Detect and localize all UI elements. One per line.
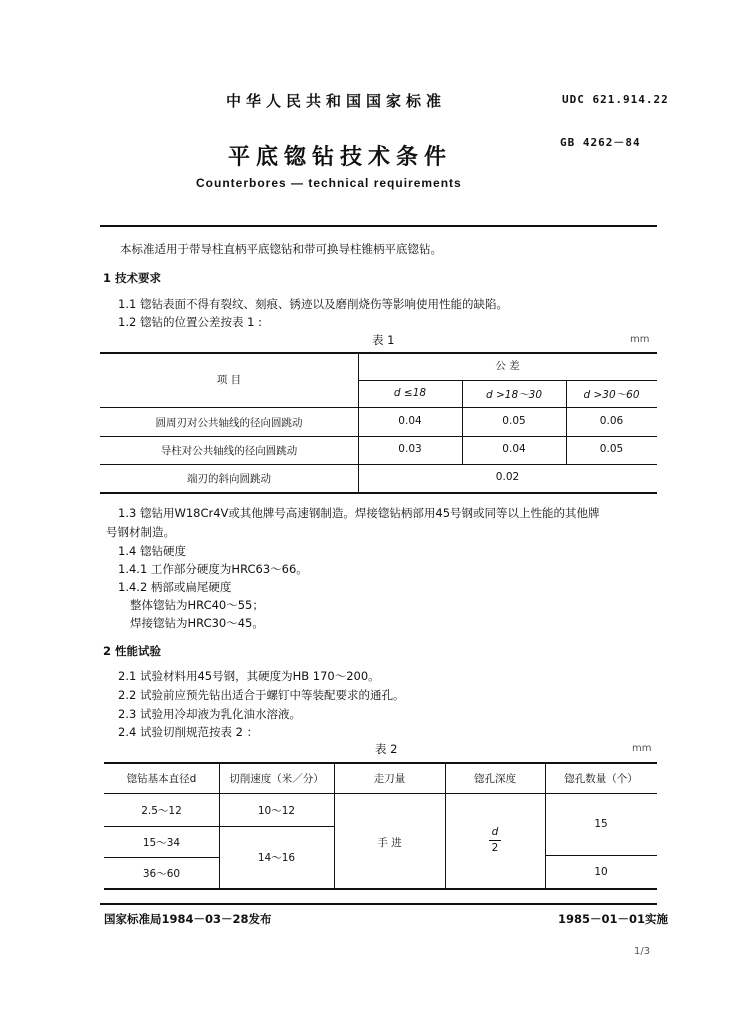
table1-cell: 0.04 bbox=[502, 443, 526, 455]
table2-header: 走刀量 bbox=[373, 773, 406, 785]
table2-count: 10 bbox=[594, 866, 608, 878]
table1-cell: 0.06 bbox=[599, 415, 624, 427]
table2-count: 15 bbox=[594, 818, 608, 830]
header-rule bbox=[100, 225, 657, 227]
clause-1-4: 1.4 锪钻硬度 bbox=[118, 544, 186, 558]
table2-feed: 手 进 bbox=[377, 837, 402, 849]
document-title: 平底锪钻技术条件 bbox=[228, 145, 453, 170]
table2-diameter: 15～34 bbox=[142, 837, 181, 849]
table2-header: 锪钻基本直径d bbox=[126, 773, 197, 785]
scope-paragraph: 本标准适用于带导柱直柄平底锪钻和带可换导柱锥柄平底锪钻。 bbox=[120, 242, 442, 256]
table2-header: 切削速度（米／分） bbox=[229, 773, 324, 785]
clause-2-1: 2.1 试验材料用45号钢，其硬度为HB 170～200。 bbox=[118, 669, 380, 683]
table1-cell: 0.02 bbox=[495, 471, 520, 483]
table1-subheader: d >18～30 bbox=[485, 389, 543, 401]
clause-2-4: 2.4 试验切削规范按表 2 ： bbox=[118, 725, 259, 739]
clause-1-3-continued: 号钢材制造。 bbox=[106, 525, 175, 539]
table2-depth-denominator: 2 bbox=[491, 842, 499, 854]
table1-cell: 0.05 bbox=[599, 443, 624, 455]
footer-rule bbox=[100, 903, 657, 905]
clause-1-4-1: 1.4.1 工作部分硬度为HRC63～66。 bbox=[118, 562, 308, 576]
table1-subheader: d ≤18 bbox=[393, 387, 427, 399]
udc-code: UDC 621.914.22 bbox=[562, 93, 669, 106]
table1-item-header: 项 目 bbox=[216, 374, 242, 386]
table2-diameter: 36～60 bbox=[142, 868, 181, 880]
table1-cell: 0.05 bbox=[502, 415, 526, 427]
table2-header: 锪孔数量（个） bbox=[564, 773, 638, 785]
clause-1-2: 1.2 锪钻的位置公差按表 1 : bbox=[118, 315, 262, 329]
section-1-heading: 1 技术要求 bbox=[103, 271, 162, 285]
effective-date: 1985－01－01实施 bbox=[558, 912, 669, 926]
table2-diameter: 2.5～12 bbox=[141, 805, 182, 817]
clause-2-3: 2.3 试验用冷却液为乳化油水溶液。 bbox=[118, 707, 301, 721]
table1-cell: 0.03 bbox=[398, 443, 422, 455]
issue-date: 国家标准局1984－03－28发布 bbox=[104, 912, 272, 926]
clause-1-4-2-b: 焊接锪钻为HRC30～45。 bbox=[130, 616, 264, 630]
clause-1-3: 1.3 锪钻用W18Cr4V或其他牌号高速钢制造。焊接锪钻柄部用45号钢或同等以上性能的其他牌 bbox=[118, 506, 600, 520]
table1-row-item: 导柱对公共轴线的径向圆跳动 bbox=[160, 445, 298, 457]
section-2-heading: 2 性能试验 bbox=[103, 644, 162, 658]
clause-2-2: 2.2 试验前应预先钻出适合于螺钉中等装配要求的通孔。 bbox=[118, 688, 405, 702]
table1-caption: 表 1 bbox=[372, 333, 395, 347]
table2-depth-numerator: d bbox=[491, 826, 499, 838]
table2-caption: 表 2 bbox=[375, 742, 398, 756]
table2-speed: 10～12 bbox=[257, 805, 296, 817]
issuing-authority: 中华人民共和国国家标准 bbox=[226, 92, 447, 110]
table1-cell: 0.04 bbox=[398, 415, 422, 427]
standard-code: GB 4262－84 bbox=[560, 136, 641, 149]
table1-row-item: 圆周刃对公共轴线的径向圆跳动 bbox=[155, 417, 303, 429]
clause-1-4-2: 1.4.2 柄部或扁尾硬度 bbox=[118, 580, 232, 594]
table2-unit: mm bbox=[632, 743, 652, 754]
table1-tolerance-header: 公 差 bbox=[495, 360, 520, 372]
page-number: 1/3 bbox=[634, 946, 651, 957]
table1-row-item: 端刃的斜向圆跳动 bbox=[187, 473, 271, 485]
english-title: Counterbores — technical requirements bbox=[196, 176, 462, 190]
table1-subheader: d >30～60 bbox=[583, 389, 640, 401]
table1-unit: mm bbox=[630, 334, 650, 345]
table2-header: 锪孔深度 bbox=[474, 773, 516, 785]
fraction-bar bbox=[489, 840, 501, 841]
clause-1-1: 1.1 锪钻表面不得有裂纹、刻痕、锈迹以及磨削烧伤等影响使用性能的缺陷。 bbox=[118, 297, 508, 311]
table2-speed: 14～16 bbox=[257, 852, 296, 864]
clause-1-4-2-a: 整体锪钻为HRC40～55； bbox=[130, 598, 264, 612]
